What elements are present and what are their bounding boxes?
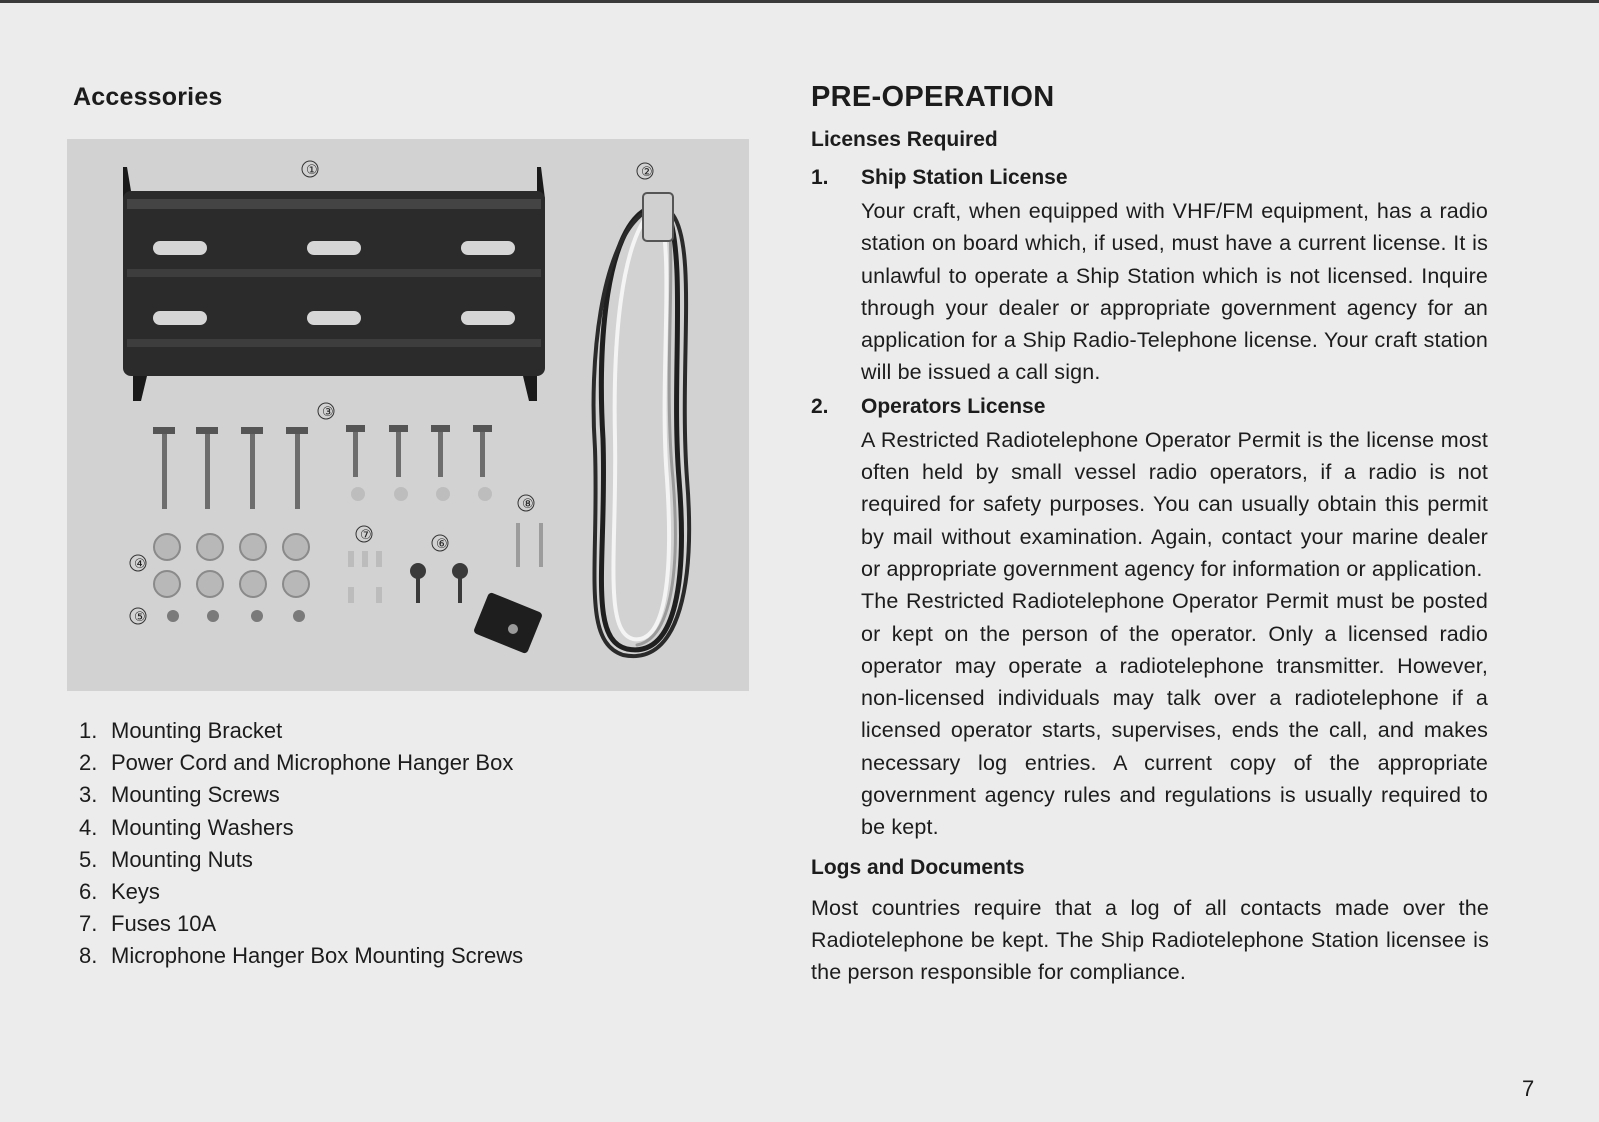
svg-text:①: ① <box>306 163 318 178</box>
accessories-photo <box>67 139 749 691</box>
accessories-section <box>73 83 763 969</box>
power-cord-illustration <box>594 193 690 656</box>
list-item: 3. Mounting Screws <box>79 779 523 811</box>
mounting-nuts-illustration <box>167 610 305 622</box>
list-item: 1. Mounting Bracket <box>79 715 523 747</box>
license-paragraph: Your craft, when equipped with VHF/FM equipment, has a radio station on board which, if used, must have a current license. It is unlawful to operate a Ship Station which is not licensed. Inquire through your dealer or appropriate government agency for an application for a Ship Radio-Telephone license. Your craft station will be issued a call sign. <box>861 199 1488 385</box>
microphone-hanger-box-illustration <box>473 592 543 655</box>
accessories-title: Accessories <box>73 83 223 111</box>
pre-operation-title: PRE-OPERATION <box>811 81 1055 113</box>
accessory-label: Mounting Screws <box>111 782 280 808</box>
license-item-ship-station <box>811 164 1489 389</box>
list-item: 4. Mounting Washers <box>79 812 523 844</box>
svg-text:⑧: ⑧ <box>522 497 534 512</box>
license-title: Operators License <box>861 394 1046 418</box>
mounting-bracket-illustration <box>123 167 545 401</box>
accessory-label: Keys <box>111 879 160 905</box>
svg-text:③: ③ <box>322 405 334 420</box>
fuses-illustration <box>348 551 382 603</box>
license-paragraph: The Restricted Radiotelephone Operator Permit must be posted or kept on the person of the operator. Only a licensed radio operator may operate a radiotelephone transmitter. However, non-licensed individuals may talk over a radiotelephone if a licensed operator starts, supervises, ends the call, and makes necessary log entries. A current copy of the appropriate government agency rules and regulations is usually required to be kept. <box>861 589 1488 840</box>
svg-text:⑥: ⑥ <box>436 537 448 552</box>
mounting-screws-illustration <box>153 425 492 509</box>
list-item: 8. Microphone Hanger Box Mounting Screws <box>79 940 523 972</box>
license-title: Ship Station License <box>861 166 1068 189</box>
mounting-washers-illustration <box>154 534 309 597</box>
accessory-label: Fuses 10A <box>111 911 217 937</box>
pre-operation-section <box>811 81 1489 989</box>
svg-text:④: ④ <box>134 557 146 572</box>
top-rule <box>0 0 1599 3</box>
list-item: 5. Mounting Nuts <box>79 844 523 876</box>
accessory-label: Mounting Bracket <box>111 718 283 743</box>
list-item: 7. Fuses 10A <box>79 908 523 940</box>
accessory-label: Mounting Nuts <box>111 846 253 872</box>
license-number: 2. <box>811 394 829 418</box>
license-paragraph: A Restricted Radiotelephone Operator Permit is the license most often held by small vessel radio operators, if a radio is not required for safety purposes. You can usually obtain this permit by mail without examination. Again, contact your marine dealer or appropriate government agency for information or application. <box>861 427 1488 581</box>
license-item-operators <box>811 393 1489 844</box>
accessory-label: Mounting Washers <box>111 814 294 840</box>
page-number: 7 <box>1522 1076 1535 1101</box>
keys-illustration <box>410 563 468 603</box>
list-item: 2. Power Cord and Microphone Hanger Box <box>79 747 523 779</box>
logs-paragraph: Most countries require that a log of all contacts made over the Radiotelephone be kept. The Ship Radiotelephone Station licensee is the person responsible for compliance. <box>811 895 1489 985</box>
accessory-label: Power Cord and Microphone Hanger Box <box>111 750 514 776</box>
svg-text:②: ② <box>641 165 653 180</box>
svg-text:⑦: ⑦ <box>360 528 372 543</box>
logs-documents-heading: Logs and Documents <box>811 855 1025 879</box>
license-number: 1. <box>811 166 829 189</box>
list-item: 6. Keys <box>79 876 523 908</box>
licenses-required-heading: Licenses Required <box>811 128 998 151</box>
accessory-label: Microphone Hanger Box Mounting Screws <box>111 943 524 969</box>
accessories-illustration <box>67 139 749 691</box>
accessory-list <box>79 715 523 973</box>
svg-text:⑤: ⑤ <box>134 610 146 625</box>
hanger-box-screws-illustration <box>516 523 543 567</box>
